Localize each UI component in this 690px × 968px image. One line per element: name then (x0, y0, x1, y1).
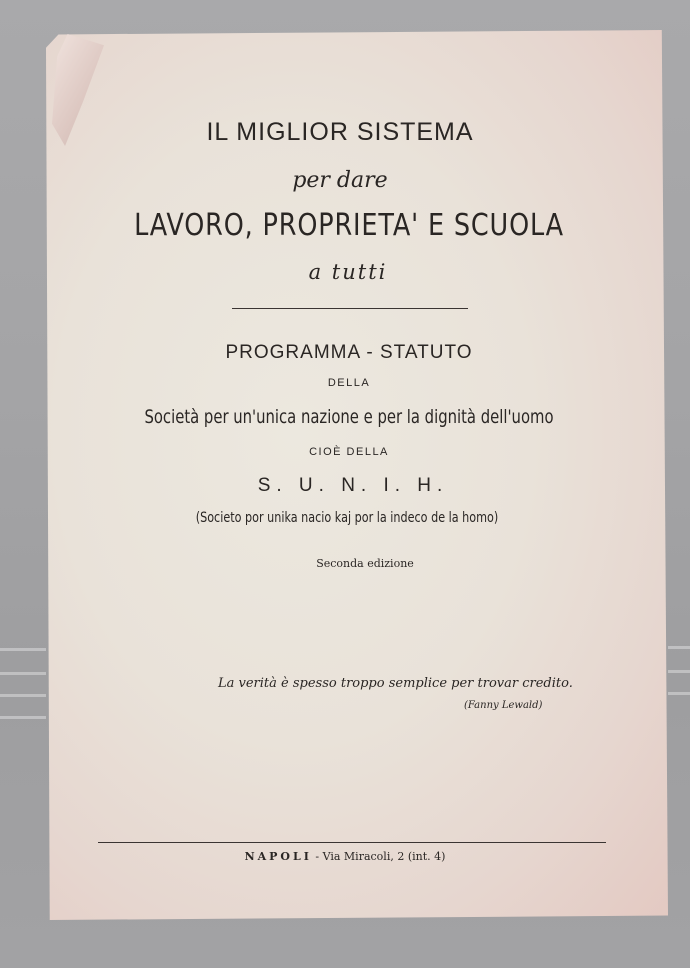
esperanto-name: (Societo por unika nacio kaj por la indeco de la homo) (195, 510, 499, 526)
edition: Seconda edizione (316, 557, 414, 570)
footer-address: - Via Miracoli, 2 (int. 4) (311, 850, 446, 863)
background-stripe (668, 646, 690, 649)
background-stripe (0, 716, 46, 719)
title-line-3: LAVORO, PROPRIETA' E SCUOLA (134, 208, 564, 243)
background-stripe (0, 648, 46, 651)
footer-place: NAPOLI (244, 850, 312, 863)
title-line-1: IL MIGLIOR SISTEMA (206, 118, 474, 146)
acronym: S. U. N. I. H. (257, 475, 449, 496)
background-stripe (668, 670, 690, 673)
della-text: DELLA (327, 377, 371, 389)
cioe-text: CIOÈ DELLA (309, 446, 389, 458)
footer-imprint (0, 850, 690, 863)
epigraph-quote: La verità è spesso troppo semplice per trovar credito. (218, 676, 573, 691)
title-line-2: per dare (292, 168, 388, 193)
society-name: Società per un'unica nazione e per la dignità dell'uomo (144, 406, 554, 428)
subtitle: PROGRAMMA - STATUTO (225, 342, 473, 363)
background-stripe (0, 694, 46, 697)
background-stripe (0, 672, 46, 675)
divider-rule (232, 308, 468, 309)
footer-rule (98, 842, 606, 843)
epigraph-author: (Fanny Lewald) (464, 700, 543, 711)
title-line-4: a tutti (308, 260, 388, 284)
background-stripe (668, 692, 690, 695)
